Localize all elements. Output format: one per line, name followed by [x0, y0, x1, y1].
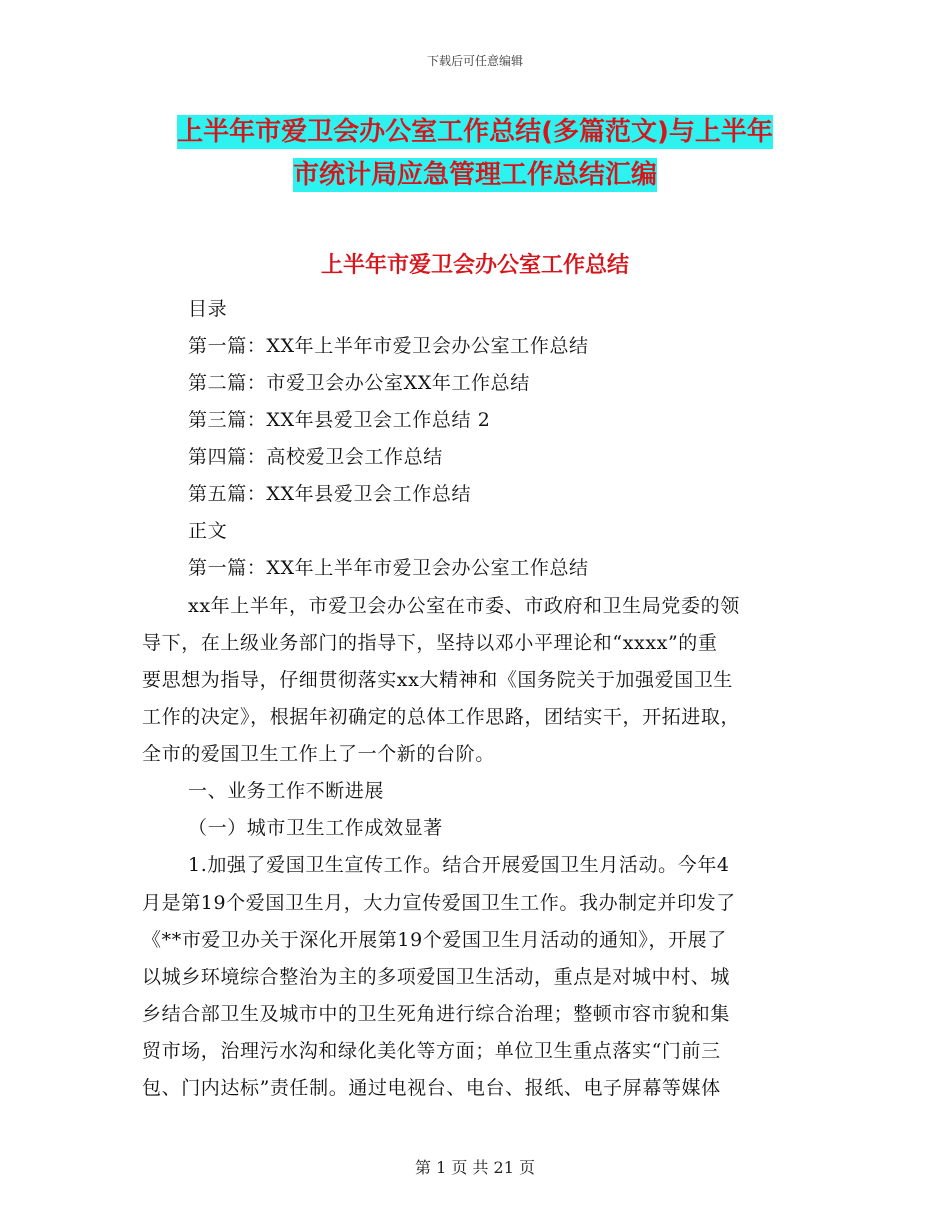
- section-heading: 一、业务工作不断进展: [188, 780, 385, 802]
- paragraph-line: 贸市场，治理污水沟和绿化美化等方面；单位卫生重点落实“门前三: [142, 1040, 721, 1062]
- toc-item: 第三篇：XX年县爱卫会工作总结 2: [188, 409, 491, 431]
- document-title-line-1: 上半年市爱卫会办公室工作总结(多篇范文)与上半年: [177, 117, 773, 147]
- paragraph-line: xx年上半年，市爱卫会办公室在市委、市政府和卫生局党委的领: [188, 595, 740, 617]
- paragraph-line: 导下，在上级业务部门的指导下，坚持以邓小平理论和“xxxx”的重: [142, 632, 718, 654]
- page-number-footer: 第 1 页 共 21 页: [415, 1158, 535, 1177]
- toc-heading: 目录: [188, 298, 228, 320]
- paragraph-line: 乡结合部卫生及城市中的卫生死角进行综合治理；整顿市容市貌和集: [142, 1003, 731, 1025]
- document-title-line-2: 市统计局应急管理工作总结汇编: [292, 160, 657, 190]
- header-note: 下载后可任意编辑: [426, 54, 523, 68]
- paragraph-line: 包、门内达标”责任制。通过电视台、电台、报纸、电子屏幕等媒体: [142, 1077, 721, 1099]
- paragraph-line: 1.加强了爱国卫生宣传工作。结合开展爱国卫生月活动。今年4: [188, 854, 730, 876]
- body-subheading: 第一篇：XX年上半年市爱卫会办公室工作总结: [188, 557, 589, 579]
- paragraph-line: 工作的决定》，根据年初确定的总体工作思路，团结实干，开拓进取，: [142, 706, 741, 728]
- paragraph-line: 月是第19个爱国卫生月，大力宣传爱国卫生工作。我办制定并印发了: [142, 892, 736, 914]
- paragraph-line: 要思想为指导，仔细贯彻落实xx大精神和《国务院关于加强爱国卫生: [142, 669, 734, 691]
- paragraph-line: 以城乡环境综合整治为主的多项爱国卫生活动，重点是对城中村、城: [142, 966, 731, 988]
- subsection-heading: （一）城市卫生工作成效显著: [188, 817, 443, 839]
- toc-item: 第二篇：市爱卫会办公室XX年工作总结: [188, 372, 530, 394]
- paragraph-line: 全市的爱国卫生工作上了一个新的台阶。: [142, 743, 495, 765]
- section-title: 上半年市爱卫会办公室工作总结: [320, 253, 629, 278]
- paragraph-line: 《**市爱卫办关于深化开展第19个爱国卫生月活动的通知》，开展了: [142, 929, 727, 951]
- toc-item: 第四篇：高校爱卫会工作总结: [188, 446, 443, 468]
- toc-item: 第五篇：XX年县爱卫会工作总结: [188, 483, 472, 505]
- body-heading: 正文: [188, 520, 228, 542]
- toc-item: 第一篇：XX年上半年市爱卫会办公室工作总结: [188, 335, 589, 357]
